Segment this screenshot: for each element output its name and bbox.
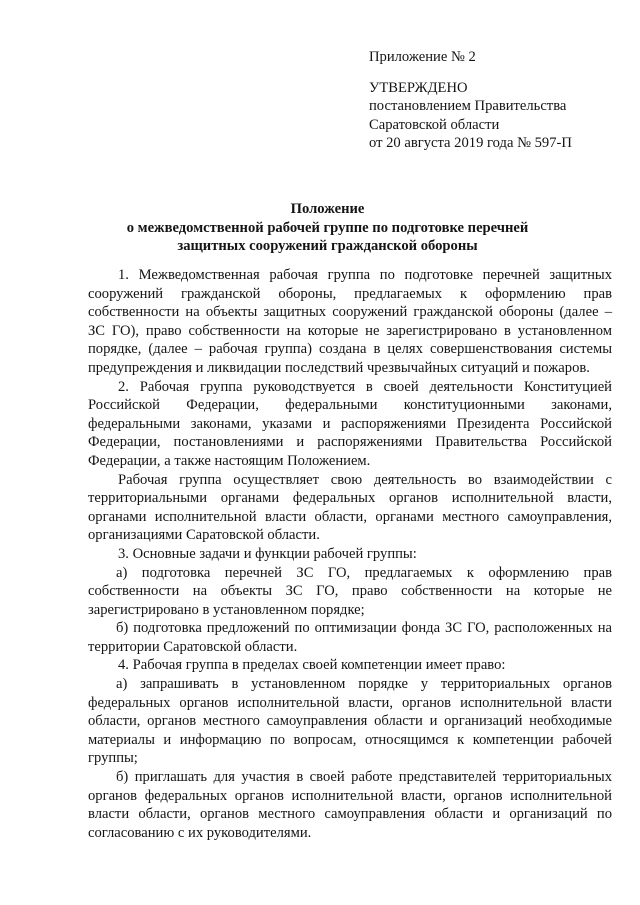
paragraph-5: 4. Рабочая группа в пределах своей компетенции имеет право: xyxy=(118,657,506,674)
paragraph-5b: б) приглашать для участия в своей работе представителей территориальных органов федеральных органов исполнительной власти, органов исполнительной власти области, органов местного самоуправления области и организаций по согласованию с их руководителями. xyxy=(88,769,612,841)
document-body xyxy=(88,266,612,842)
title-line-2: о межведомственной рабочей группе по подготовке перечней xyxy=(126,219,529,236)
paragraph-5a: а) запрашивать в установленном порядке у территориальных органов федеральных органов исполнительной власти, органов исполнительной власти области, органов местного самоуправления области и организаций необходимые материалы и информацию по вопросам, относящимся к компетенции рабочей группы; xyxy=(88,676,612,767)
approved-region-line: Саратовской области xyxy=(369,116,500,133)
title-line-1: Положение xyxy=(290,201,365,217)
paragraph-4: 3. Основные задачи и функции рабочей группы: xyxy=(118,545,417,562)
paragraph-3: Рабочая группа осуществляет свою деятельность во взаимодействии с территориальными органами федеральных органов исполнительной власти, органами исполнительной власти области, органами местного самоуправления, организациями Саратовской области. xyxy=(88,471,612,544)
paragraph-4b: б) подготовка предложений по оптимизации фонда ЗС ГО, расположенных на территории Саратовской области. xyxy=(88,620,612,655)
approved-label: УТВЕРЖДЕНО xyxy=(369,79,468,96)
approval-stamp xyxy=(369,48,619,153)
paragraph-1: 1. Межведомственная рабочая группа по подготовке перечней защитных сооружений гражданской обороны, предлагаемых к оформлению прав собственности на объекты защитных сооружений гражданской обороны (далее – ЗС ГО), право собственности на которые не зарегистрировано в установленном порядке, (далее – рабочая группа) создана в целях совершенствования системы предупреждения и ликвидации последствий чрезвычайных ситуаций и пожаров. xyxy=(88,267,612,376)
annex-number: Приложение № 2 xyxy=(369,49,476,65)
approved-by-line: постановлением Правительства xyxy=(369,98,567,114)
document-title xyxy=(60,200,595,256)
paragraph-4a: а) подготовка перечней ЗС ГО, предлагаемых к оформлению прав собственности на объекты ЗС ГО, право собственности на которые не зарегистрировано в установленном порядке; xyxy=(88,564,612,618)
paragraph-2: 2. Рабочая группа руководствуется в своей деятельности Конституцией Российской Федерации, федеральными конституционными законами, федеральными законами, указами и распоряжениями Президента Российской Федерации, постановлениями и распоряжениями Правительства Российской Федерации, а также настоящим Положением. xyxy=(88,378,612,469)
title-line-3: защитных сооружений гражданской обороны xyxy=(177,238,478,254)
approved-date-line: от 20 августа 2019 года № 597-П xyxy=(369,135,572,151)
